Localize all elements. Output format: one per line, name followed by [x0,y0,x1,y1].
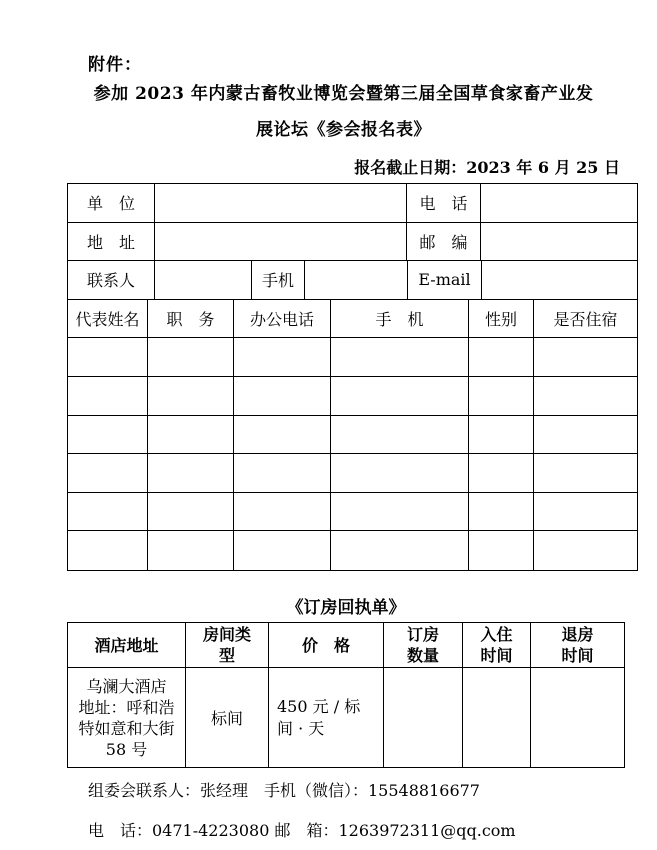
price-cell [269,668,384,767]
entry-accommodation-cell[interactable] [534,454,637,492]
entry-mobile-cell[interactable] [331,377,469,415]
entry-mobile-cell[interactable] [331,531,469,570]
entry-row [68,493,637,532]
entry-office-phone-cell[interactable] [234,377,331,415]
entry-gender-cell[interactable] [469,338,534,376]
price-value: 450 元 / 标间 · 天 [277,696,361,738]
checkin-input-cell[interactable] [463,668,531,767]
email-input-cell[interactable] [482,261,637,299]
entry-position-cell[interactable] [148,531,234,570]
entry-name-cell[interactable] [68,493,148,531]
col-checkin-time-label: 入住时间 [480,625,513,665]
col-booking-quantity-label: 订房数量 [406,625,439,665]
col-checkout-time-label: 退房时间 [561,625,594,665]
unit-input-cell[interactable] [155,184,407,222]
entry-position-cell[interactable] [148,493,234,531]
title-line-2: 展论坛《参会报名表》 [256,120,431,140]
entry-mobile-cell[interactable] [331,493,469,531]
entry-accommodation-cell[interactable] [534,338,637,376]
entry-office-phone-cell[interactable] [234,493,331,531]
entry-gender-cell[interactable] [469,454,534,492]
col-booking-quantity [384,623,463,667]
entry-gender-cell[interactable] [469,531,534,570]
mobile-label: 手机 [252,261,305,299]
col-checkin-time [463,623,531,667]
col-mobile: 手 机 [331,300,469,338]
room-type-cell: 标间 [186,668,269,767]
col-hotel-address: 酒店地址 [68,623,186,667]
entry-position-cell[interactable] [148,377,234,415]
entry-row [68,454,637,493]
registration-table [67,183,638,571]
booking-section-title: 《订房回执单》 [286,598,406,618]
entry-position-cell[interactable] [148,454,234,492]
registration-deadline: 报名截止日期：2023 年 6 月 25 日 [354,158,620,177]
address-label: 地 址 [68,223,155,261]
entry-name-cell[interactable] [68,531,148,570]
hotel-info-cell [68,668,186,767]
col-accommodation: 是否住宿 [553,310,618,330]
col-checkout-time [531,623,624,667]
contact-label: 联系人 [68,261,155,299]
hotel-address: 地址：呼和浩特如意和大街 58 号 [78,697,175,759]
phone-label: 电 话 [407,184,481,222]
col-room-type [186,623,269,667]
entry-gender-cell[interactable] [469,416,534,454]
entry-office-phone-cell[interactable] [234,531,331,570]
entry-row [68,377,637,416]
entry-mobile-cell[interactable] [331,338,469,376]
entry-row [68,338,637,377]
email-label: E-mail [408,261,482,299]
booking-table [67,622,625,768]
entry-mobile-cell[interactable] [331,454,469,492]
entry-office-phone-cell[interactable] [234,416,331,454]
entry-accommodation-cell[interactable] [534,377,637,415]
committee-contact-line: 组委会联系人：张经理 手机（微信）：15548816677 [88,781,480,800]
entry-gender-cell[interactable] [469,493,534,531]
table-row [68,223,637,262]
entry-position-cell[interactable] [148,338,234,376]
attachment-label: 附件： [88,55,142,75]
entry-position-cell[interactable] [148,416,234,454]
booking-data-row [68,668,624,767]
unit-label: 单 位 [68,184,155,222]
entry-name-cell[interactable] [68,377,148,415]
entry-row [68,416,637,455]
entry-office-phone-cell[interactable] [234,338,331,376]
document-title [67,84,620,140]
mobile-input-cell[interactable] [305,261,408,299]
col-position: 职 务 [148,300,234,338]
col-gender: 性别 [469,300,534,338]
phone-email-line: 电 话：0471-4223080 邮 箱：1263972311@qq.com [88,821,516,840]
checkout-input-cell[interactable] [531,668,624,767]
col-office-phone: 办公电话 [234,300,331,338]
title-line-1: 参加 2023 年内蒙古畜牧业博览会暨第三届全国草食家畜产业发 [93,84,594,104]
booking-header-row [68,623,624,668]
entry-row [68,531,637,570]
table-row [68,261,637,300]
phone-input-cell[interactable] [481,184,637,222]
entry-office-phone-cell[interactable] [234,454,331,492]
entry-name-cell[interactable] [68,454,148,492]
quantity-input-cell[interactable] [384,668,463,767]
contact-input-cell[interactable] [155,261,252,299]
entry-name-cell[interactable] [68,416,148,454]
entry-accommodation-cell[interactable] [534,531,637,570]
entry-accommodation-cell[interactable] [534,493,637,531]
entry-accommodation-cell[interactable] [534,416,637,454]
entry-mobile-cell[interactable] [331,416,469,454]
entry-name-cell[interactable] [68,338,148,376]
postal-input-cell[interactable] [481,223,637,261]
address-input-cell[interactable] [155,223,407,261]
col-price: 价 格 [269,623,384,667]
table-row [68,184,637,223]
entry-gender-cell[interactable] [469,377,534,415]
col-room-type-label: 房间类型 [202,625,251,665]
table-header-row [68,300,637,339]
hotel-name: 乌澜大酒店 [86,676,167,696]
col-rep-name: 代表姓名 [68,300,148,338]
postal-label: 邮 编 [407,223,481,261]
